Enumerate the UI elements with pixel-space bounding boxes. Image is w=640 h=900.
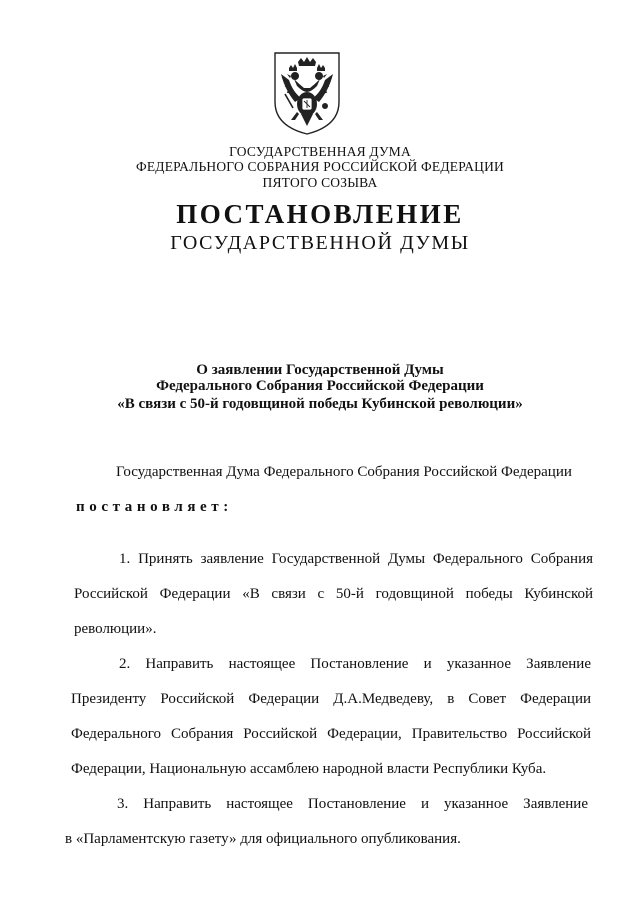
subject-line-2: Федерального Собрания Российской Федерации xyxy=(156,378,484,394)
item-1-line-1: 1. Принять заявление Государственной Думы Федерального Собрания xyxy=(119,551,593,567)
coat-of-arms-emblem xyxy=(271,50,343,136)
document-title: ПОСТАНОВЛЕНИЕ xyxy=(176,199,464,229)
item-2-line-2: Президенту Российской Федерации Д.А.Медведеву, в Совет Федерации xyxy=(71,691,591,707)
item-1-line-3: революции». xyxy=(74,621,157,637)
document-subtitle: ГОСУДАРСТВЕННОЙ ДУМЫ xyxy=(170,232,470,254)
header-line-1: ГОСУДАРСТВЕННАЯ ДУМА xyxy=(229,144,411,159)
item-2-line-3: Федерального Собрания Российской Федерации, Правительство Российской xyxy=(71,726,591,742)
item-2-line-4: Федерации, Национальную ассамблею народной власти Республики Куба. xyxy=(71,761,547,777)
header-line-2: ФЕДЕРАЛЬНОГО СОБРАНИЯ РОССИЙСКОЙ ФЕДЕРАЦИИ xyxy=(136,159,504,174)
subject-line-3: «В связи с 50-й годовщиной победы Кубинской революции» xyxy=(117,396,523,412)
item-1-line-2: Российской Федерации «В связи с 50-й годовщиной победы Кубинской xyxy=(74,586,593,602)
decree-word: постановляет: xyxy=(76,499,233,515)
item-3-line-2: в «Парламентскую газету» для официального опубликования. xyxy=(65,831,461,847)
preamble-text: Государственная Дума Федерального Собрания Российской Федерации xyxy=(116,464,572,480)
item-3-line-1: 3. Направить настоящее Постановление и указанное Заявление xyxy=(117,796,588,812)
item-2-line-1: 2. Направить настоящее Постановление и указанное Заявление xyxy=(119,656,591,672)
header-line-3: ПЯТОГО СОЗЫВА xyxy=(262,175,378,190)
subject-line-1: О заявлении Государственной Думы xyxy=(196,362,444,378)
